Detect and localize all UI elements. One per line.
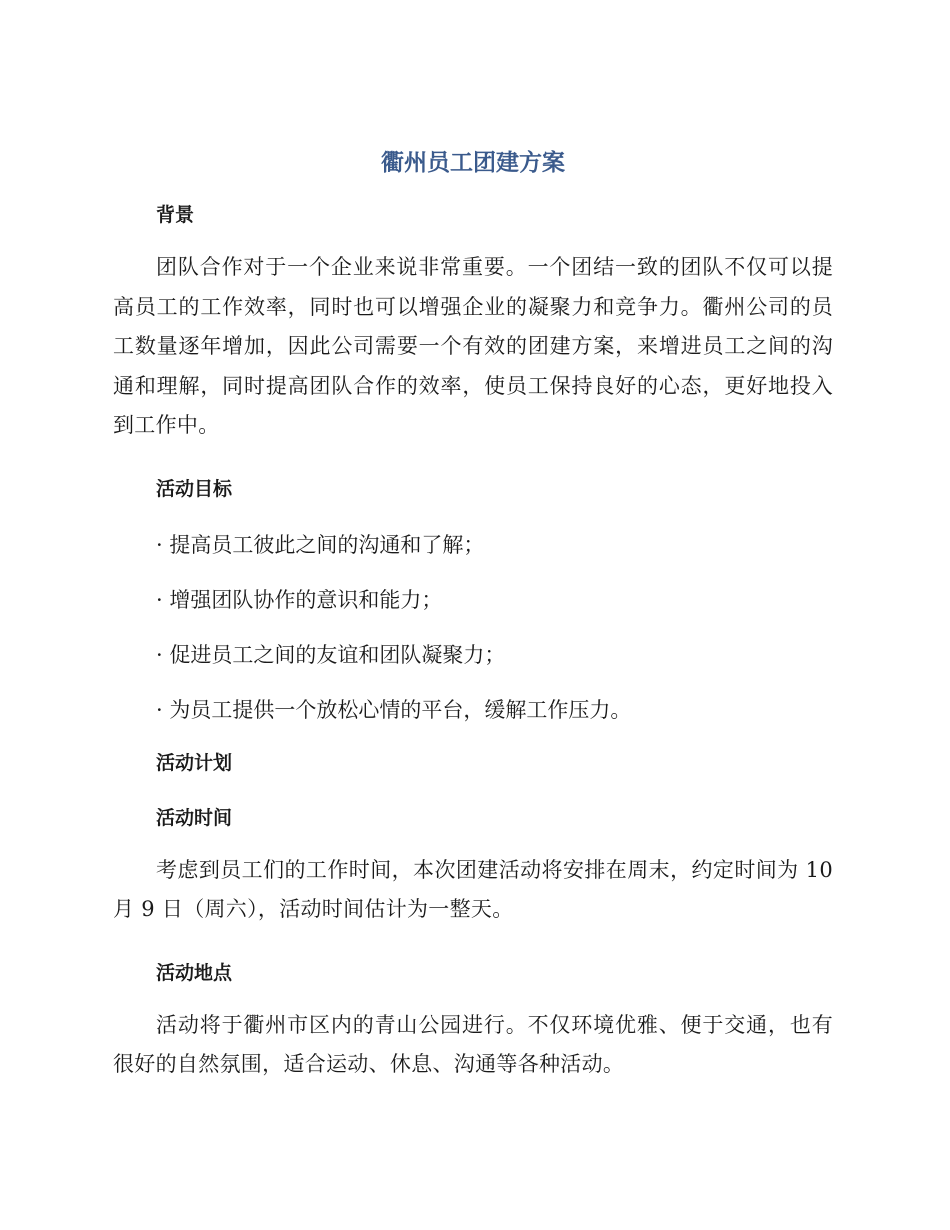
heading-activity-goal: 活动目标 <box>156 477 233 500</box>
heading-activity-place: 活动地点 <box>156 961 233 984</box>
document-title: 衢州员工团建方案 <box>381 150 565 176</box>
paragraph-background: 团队合作对于一个企业来说非常重要。一个团结一致的团队不仅可以提高员工的工作效率，同时也可以增强企业的凝聚力和竞争力。衢州公司的员工数量逐年增加，因此公司需要一个有效的团建方案，来增进员工之间的沟通和理解，同时提高团队合作的效率，使员工保持良好的心态，更好地投入到工作中。 <box>113 255 833 437</box>
document-page <box>113 138 833 1085</box>
paragraph-activity-place: 活动将于衢州市区内的青山公园进行。不仅环境优雅、便于交通，也有很好的自然氛围，适合运动、休息、沟通等各种活动。 <box>113 1012 833 1076</box>
heading-activity-time: 活动时间 <box>156 806 233 829</box>
goal-list-item: · 促进员工之间的友谊和团队凝聚力； <box>156 642 506 667</box>
goal-list <box>113 530 833 725</box>
goal-list-item: · 提高员工彼此之间的沟通和了解； <box>156 532 485 557</box>
goal-list-item: · 为员工提供一个放松心情的平台，缓解工作压力。 <box>156 697 632 722</box>
paragraph-activity-time: 考虑到员工们的工作时间，本次团建活动将安排在周末，约定时间为 10 月 9 日（周六），活动时间估计为一整天。 <box>113 857 833 921</box>
heading-background: 背景 <box>156 204 195 226</box>
goal-list-item: · 增强团队协作的意识和能力； <box>156 587 443 612</box>
heading-activity-plan: 活动计划 <box>156 751 233 774</box>
